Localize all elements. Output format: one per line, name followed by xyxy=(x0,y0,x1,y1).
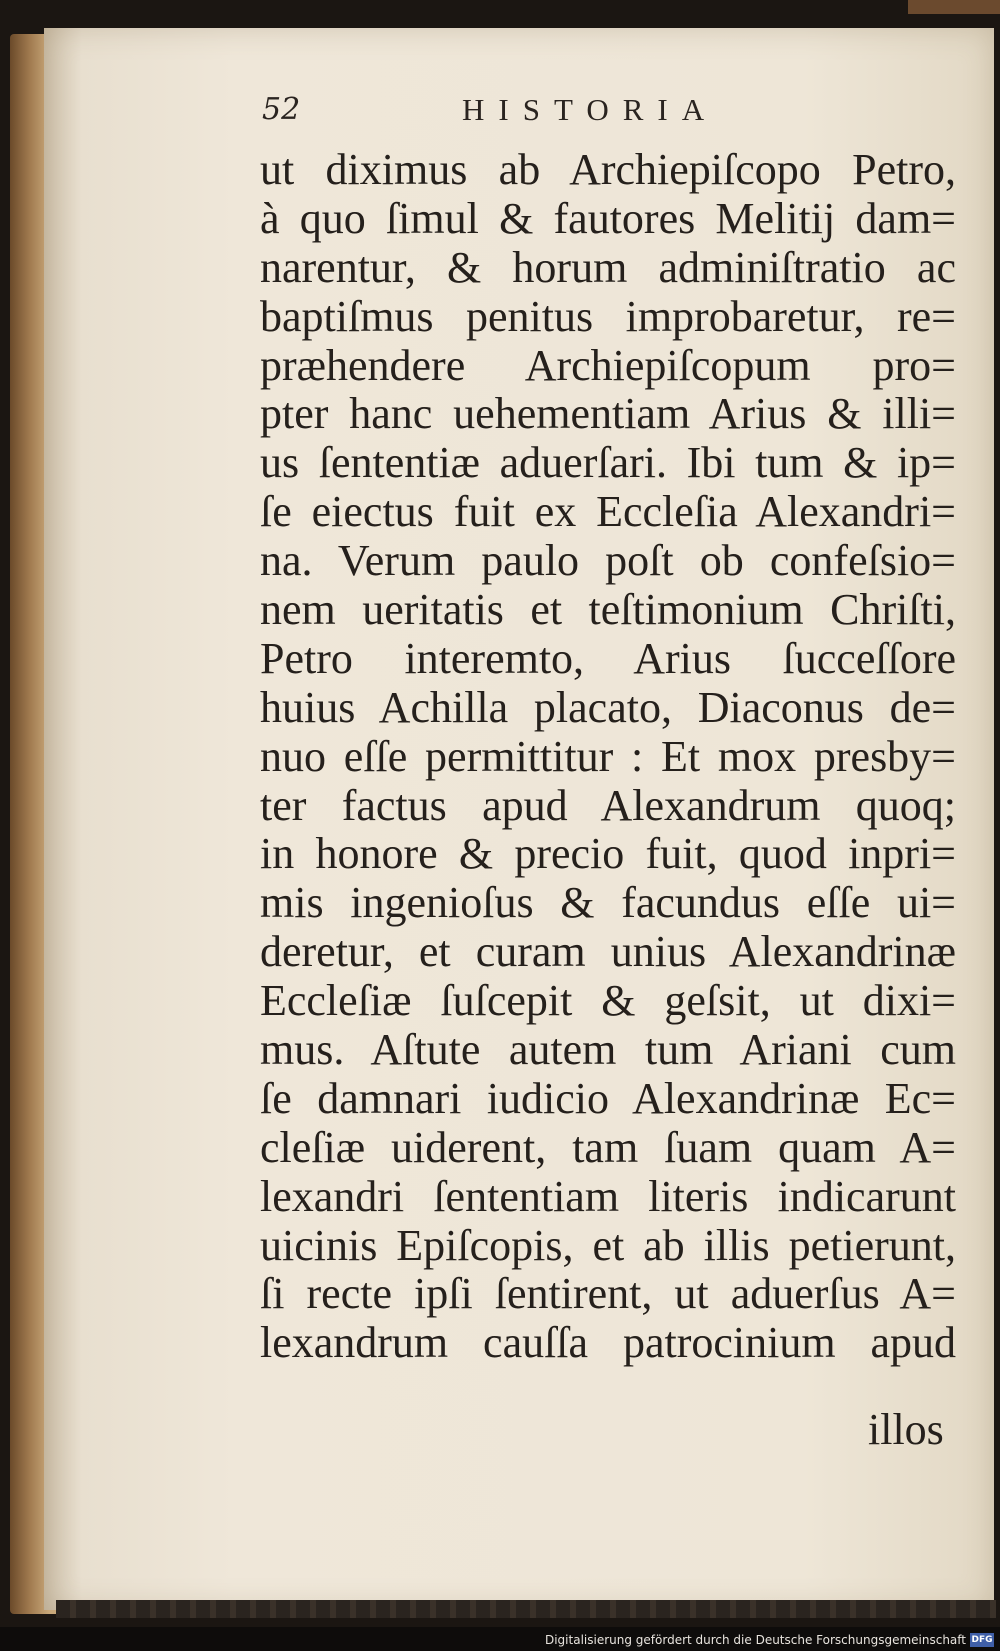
text-line: præhendere Archiepiſcopum pro= xyxy=(260,340,956,390)
catchword: illos xyxy=(868,1405,944,1454)
book-bottom-edge xyxy=(56,1600,996,1618)
text-line: mis ingenioſus & facundus eſſe ui= xyxy=(260,878,956,928)
text-line: uicinis Epiſcopis, et ab illis petierunt, xyxy=(260,1220,956,1270)
funding-credit: Digitalisierung gefördert durch die Deutsche Forschungsgemeinschaft xyxy=(544,1633,966,1647)
text-line: ſi recte ipſi ſentirent, ut aduerſus A= xyxy=(260,1269,956,1319)
text-line: narentur, & horum adminiſtratio ac xyxy=(260,242,956,292)
book-top-edge xyxy=(908,0,1000,14)
text-line: à quo ſimul & fautores Melitij dam= xyxy=(260,193,956,243)
dfg-logo-icon: DFG xyxy=(971,1635,993,1645)
text-line: na. Verum paulo poſt ob confeſsio= xyxy=(260,536,956,586)
text-line: ſe damnari iudicio Alexandrinæ Ec= xyxy=(260,1073,956,1123)
text-line: mus. Aſtute autem tum Ariani cum xyxy=(260,1025,956,1075)
text-line: deretur, et curam unius Alexandrinæ xyxy=(260,927,956,977)
text-line: Petro interemto, Arius ſucceſſore xyxy=(260,633,956,683)
text-line: ut diximus ab Archiepiſcopo Petro, xyxy=(260,145,956,194)
text-line: cleſiæ uiderent, tam ſuam quam A= xyxy=(260,1122,956,1172)
running-head: HISTORIA xyxy=(462,92,719,127)
text-line: us ſententiæ aduerſari. Ibi tum & ip= xyxy=(260,438,956,488)
text-line: ter factus apud Alexandrum quoq; xyxy=(260,780,956,830)
text-line: nuo eſſe permittitur : Et mox presby= xyxy=(260,731,956,781)
text-line: Eccleſiæ ſuſcepit & geſsit, ut dixi= xyxy=(260,976,956,1026)
text-line: in honore & precio fuit, quod inpri= xyxy=(260,829,956,879)
text-line: baptiſmus penitus improbaretur, re= xyxy=(260,291,956,341)
body-text xyxy=(260,146,956,1368)
footer-bar xyxy=(0,1627,1000,1651)
text-line: pter hanc uehementiam Arius & illi= xyxy=(260,389,956,439)
text-line: ſe eiectus fuit ex Eccleſia Alexandri= xyxy=(260,487,956,537)
page-number: 52 xyxy=(262,92,301,127)
text-line: huius Achilla placato, Diaconus de= xyxy=(260,682,956,732)
text-line: lexandrum cauſſa patrocinium apud xyxy=(260,1318,956,1368)
text-line: lexandri ſententiam literis indicarunt xyxy=(260,1171,956,1221)
text-line: nem ueritatis et teſtimonium Chriſti, xyxy=(260,585,956,635)
